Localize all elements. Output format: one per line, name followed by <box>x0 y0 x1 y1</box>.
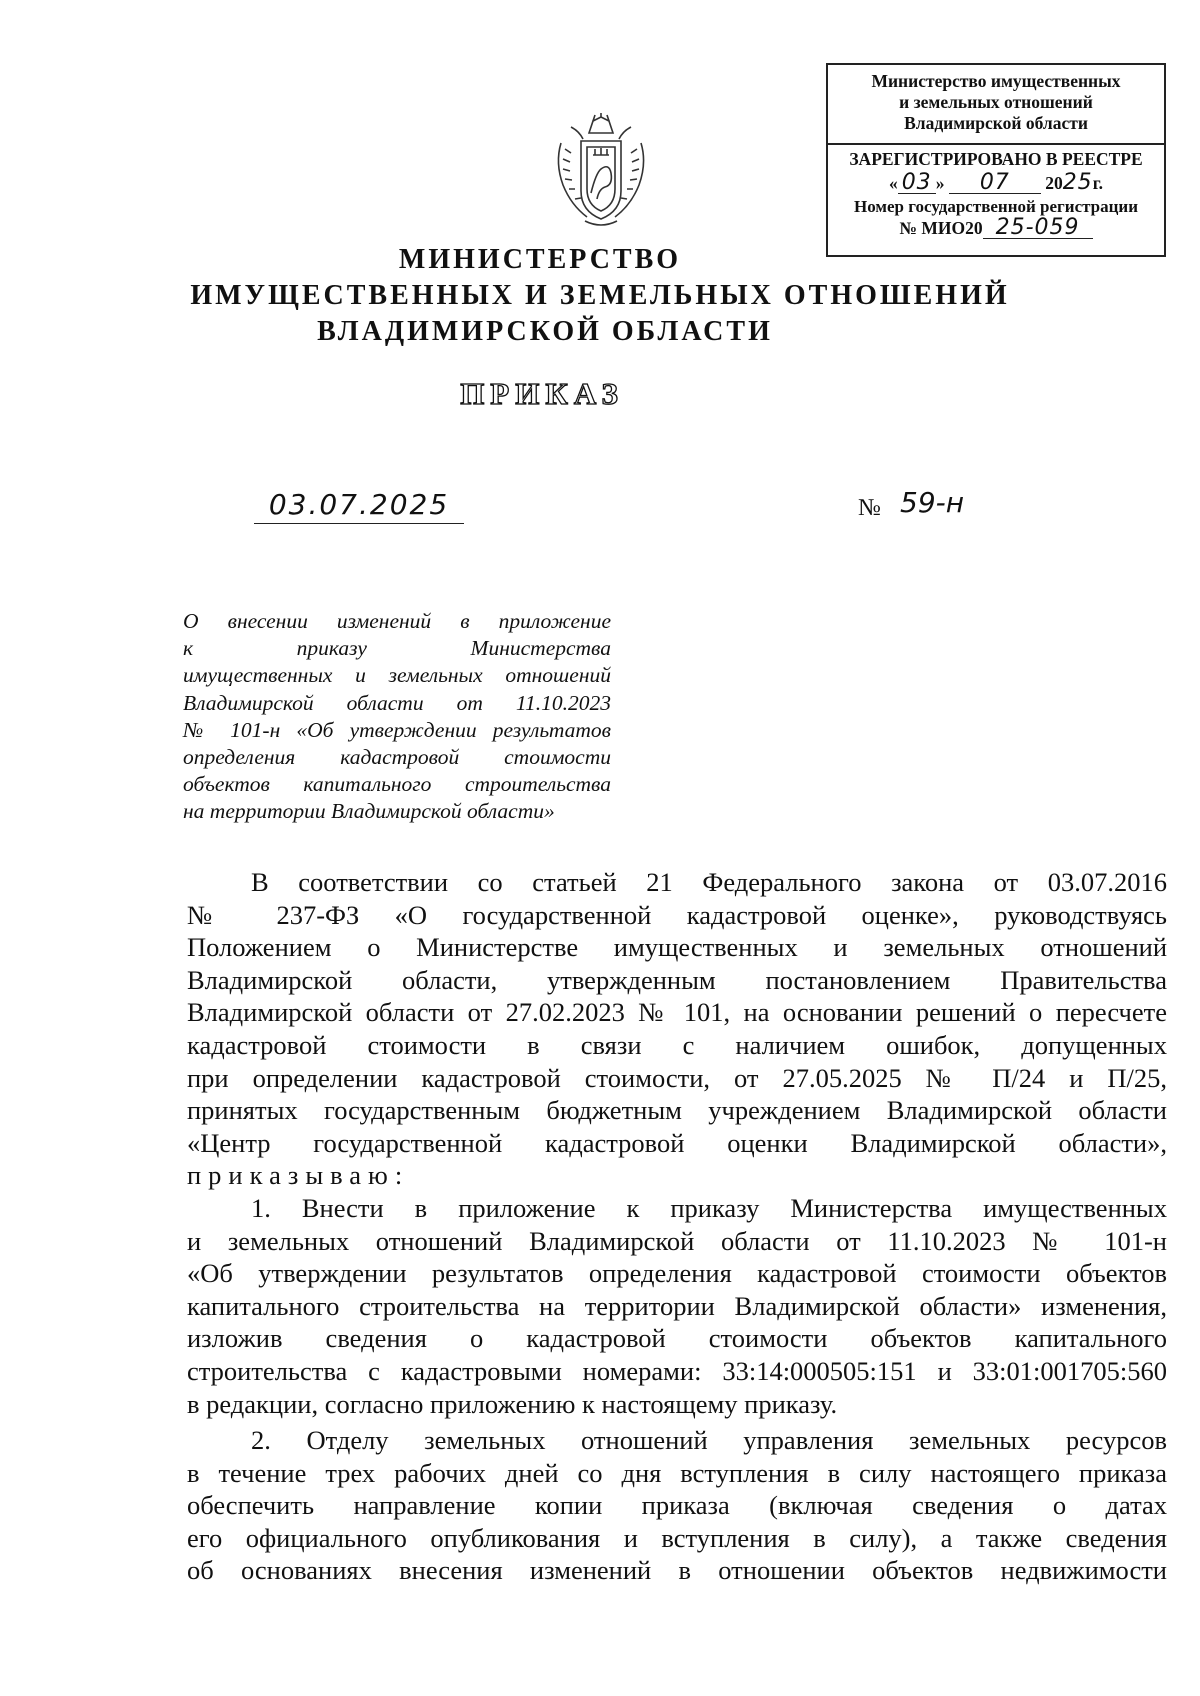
stamp-year-char: г. <box>1092 173 1104 193</box>
stamp-year-suffix: 25 <box>1062 170 1093 195</box>
order-subject <box>183 608 611 826</box>
body-line: в редакции, согласно приложению к настоящему приказу. <box>187 1388 838 1419</box>
ministry-header <box>0 242 1200 350</box>
body-line: в течение трех рабочих дней со дня вступления в силу настоящего приказа <box>187 1457 1167 1488</box>
subject-line: объектов капитального строительства <box>183 772 611 797</box>
body-line: Положением о Министерстве имущественных и земельных отношений <box>187 932 1167 963</box>
body-line: при определении кадастровой стоимости, от 27.05.2025 № П/24 и П/25, <box>187 1062 1167 1093</box>
stamp-org-line: Министерство имущественных <box>871 71 1121 91</box>
body-line: В соответствии со статьей 21 Федерального закона от 03.07.2016 <box>251 867 1167 897</box>
subject-line: Владимирской области от 11.10.2023 <box>183 690 611 715</box>
stamp-reg-number <box>828 217 1164 239</box>
subject-line: № 101-н «Об утверждении результатов <box>183 717 611 742</box>
body-line: принятых государственным бюджетным учреждением Владимирской области <box>187 1095 1167 1126</box>
stamp-month: 07 <box>949 172 1041 194</box>
stamp-registered-label: ЗАРЕГИСТРИРОВАНО В РЕЕСТРЕ <box>849 149 1143 169</box>
body-line: его официального опубликования и вступления в силу), а также сведения <box>187 1522 1167 1553</box>
registration-stamp <box>826 63 1166 257</box>
order-verb: приказываю: <box>187 1160 410 1191</box>
order-body <box>187 866 1167 1587</box>
body-line: 1. Внести в приложение к приказу Министерства имущественных <box>251 1192 1167 1223</box>
ministry-line: ВЛАДИМИРСКОЙ ОБЛАСТИ <box>317 316 773 347</box>
stamp-org-line: Владимирской области <box>904 113 1088 133</box>
stamp-registration <box>828 145 1164 239</box>
body-line: кадастровой стоимости в связи с наличием ошибок, допущенных <box>187 1029 1167 1060</box>
body-line: капитального строительства на территории Владимирской области» изменения, <box>187 1290 1167 1321</box>
doc-number-label: № <box>858 495 881 521</box>
body-line: «Центр государственной кадастровой оценки Владимирской области», <box>187 1127 1167 1158</box>
subject-line: на территории Владимирской области» <box>183 799 555 824</box>
stamp-date: « 03 » 07 2025г. <box>888 170 1104 195</box>
stamp-day: 03 <box>898 172 936 194</box>
ministry-line: ИМУЩЕСТВЕННЫХ И ЗЕМЕЛЬНЫХ ОТНОШЕНИЙ <box>190 280 1010 311</box>
subject-line: к приказу Министерства <box>183 636 611 661</box>
body-line: 2. Отделу земельных отношений управления земельных ресурсов <box>251 1425 1167 1456</box>
body-line: обеспечить направление копии приказа (включая сведения о датах <box>187 1490 1167 1521</box>
subject-line: О внесении изменений в приложение <box>183 609 611 633</box>
stamp-year-prefix: 20 <box>1045 173 1063 193</box>
stamp-reg-number-value: 25-059 <box>983 217 1093 239</box>
subject-line: имущественных и земельных отношений <box>183 663 611 688</box>
stamp-org-line: и земельных отношений <box>899 92 1093 112</box>
stamp-reg-number-prefix: № МИО20 <box>899 218 983 238</box>
stamp-org <box>828 65 1164 145</box>
body-line: и земельных отношений Владимирской области от 11.10.2023 № 101-н <box>187 1225 1167 1256</box>
body-line: Владимирской области, утвержденным постановлением Правительства <box>187 964 1167 995</box>
subject-line: определения кадастровой стоимости <box>183 745 611 770</box>
body-line: Владимирской области от 27.02.2023 № 101, на основании решений о пересчете <box>187 997 1167 1028</box>
body-line: изложив сведения о кадастровой стоимости объектов капитального <box>187 1323 1167 1354</box>
doc-type-title: ПРИКАЗ <box>460 376 624 411</box>
doc-number: 59-н <box>900 486 965 519</box>
body-line: об основаниях внесения изменений в отношении объектов недвижимости <box>187 1555 1167 1586</box>
stamp-reg-number-label: Номер государственной регистрации <box>853 197 1139 216</box>
doc-date: 03.07.2025 <box>254 487 464 524</box>
body-line: «Об утверждении результатов определения кадастровой стоимости объектов <box>187 1258 1167 1289</box>
ministry-line: МИНИСТЕРСТВО <box>398 244 682 275</box>
body-line: строительства с кадастровыми номерами: 33:14:000505:151 и 33:01:001705:560 <box>187 1355 1167 1386</box>
body-line: № 237-ФЗ «О государственной кадастровой оценке», руководствуясь <box>187 899 1167 930</box>
coat-of-arms-icon <box>551 113 651 233</box>
